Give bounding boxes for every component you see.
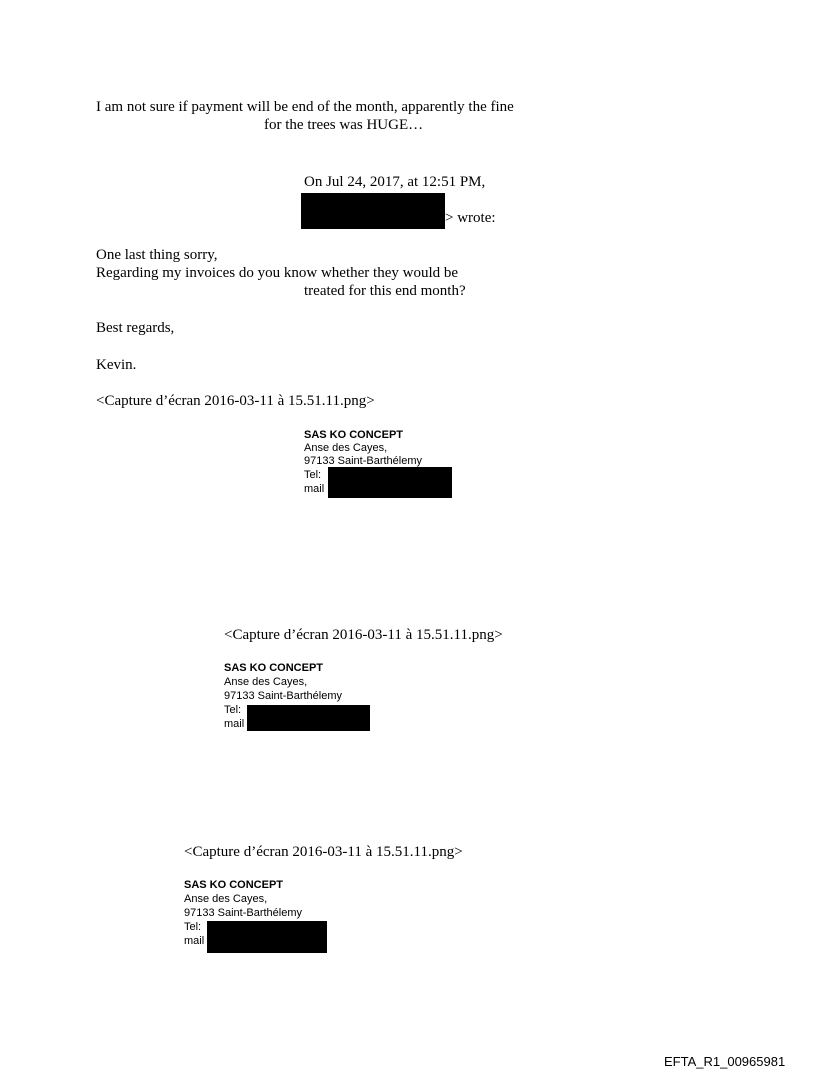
body-line-2: Regarding my invoices do you know whether they would be (96, 265, 459, 281)
redacted-contact-2 (247, 705, 370, 731)
document-id: EFTA_R1_00965981 (664, 1054, 786, 1069)
company-name-3: SAS KO CONCEPT (184, 879, 284, 891)
reply-line-1: I am not sure if payment will be end of the month, apparently the fine (96, 99, 514, 115)
tel-label-3: Tel: (184, 921, 202, 933)
redacted-sender-block (301, 193, 445, 229)
mail-label-3: mail (184, 935, 205, 947)
quote-header-date: On Jul 24, 2017, at 12:51 PM, (304, 174, 486, 190)
attachment-reference-1: <Capture d’écran 2016-03-11 à 15.51.11.png> (96, 393, 375, 409)
company-name-1: SAS KO CONCEPT (304, 429, 404, 441)
address-line-3a: Anse des Cayes, (184, 893, 268, 905)
mail-label-2: mail (224, 718, 245, 730)
address-line-3b: 97133 Saint-Barthélemy (184, 907, 303, 919)
tel-label-1: Tel: (304, 469, 322, 481)
attachment-reference-3: <Capture d’écran 2016-03-11 à 15.51.11.png> (184, 844, 463, 860)
mail-label-1: mail (304, 483, 325, 495)
reply-line-2: for the trees was HUGE… (264, 117, 424, 133)
tel-label-2: Tel: (224, 704, 242, 716)
address-line-2a: Anse des Cayes, (224, 676, 308, 688)
closing: Best regards, (96, 320, 175, 336)
address-line-1b: 97133 Saint-Barthélemy (304, 455, 423, 467)
address-line-1a: Anse des Cayes, (304, 442, 388, 454)
redacted-contact-1 (328, 467, 452, 498)
redacted-contact-3 (207, 921, 327, 953)
company-name-2: SAS KO CONCEPT (224, 662, 324, 674)
sender-name: Kevin. (96, 357, 137, 373)
attachment-reference-2: <Capture d’écran 2016-03-11 à 15.51.11.png> (224, 627, 503, 643)
body-line-3: treated for this end month? (304, 283, 466, 299)
address-line-2b: 97133 Saint-Barthélemy (224, 690, 343, 702)
body-line-1: One last thing sorry, (96, 247, 218, 263)
quote-header-wrote: > wrote: (445, 210, 496, 226)
